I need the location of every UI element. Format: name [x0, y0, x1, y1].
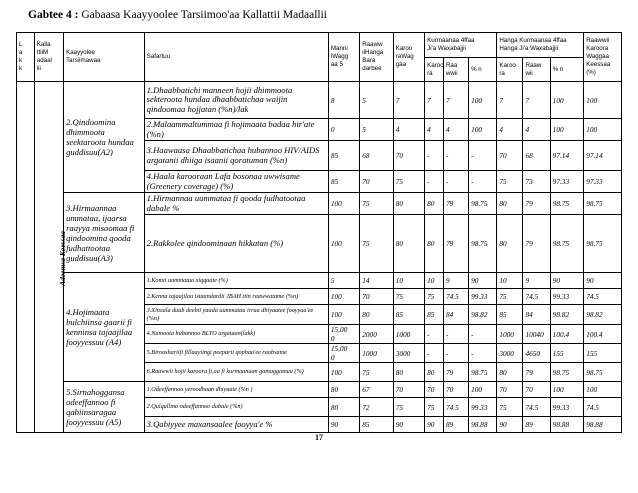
value-cell: 90 [550, 273, 584, 289]
value-cell: - [469, 171, 497, 193]
value-cell: 75 [360, 193, 393, 215]
measure-cell: 1.Odeeffannoo yeroodhaan dhiyaate (%n ) [144, 382, 328, 398]
objective-cell: 3.Hirmaannaa ummataa, ijaarsa raayya misoomaa fi qindoomina qooda fudhattootaa guddisuu(A3) [64, 193, 145, 273]
value-cell: 100 [584, 82, 622, 119]
measure-cell: 2.Qulqullina odeeffannoo dabale (%n) [144, 398, 328, 417]
value-cell: - [443, 325, 468, 344]
value-cell: 99.33 [550, 289, 584, 305]
value-cell: 99.33 [469, 398, 497, 417]
value-cell: 79 [443, 215, 468, 273]
value-cell: - [425, 344, 444, 363]
value-cell: 80 [393, 215, 424, 273]
value-cell: 84 [523, 305, 550, 325]
value-cell: 89 [523, 417, 550, 433]
value-cell: 98.82 [469, 305, 497, 325]
value-cell: 75 [360, 363, 393, 382]
value-cell: 5 [328, 273, 359, 289]
value-cell: 7 [497, 82, 523, 119]
value-cell: 70 [393, 141, 424, 171]
value-cell: 74.5 [443, 289, 468, 305]
value-cell: 73 [523, 171, 550, 193]
objective-cell: 2.Qindoomina dhimmoota seektaroota hundaa guddisuu(A2) [64, 82, 145, 193]
value-cell: 98.75 [469, 363, 497, 382]
subheader-percent: % n [550, 58, 584, 82]
value-cell: 9 [523, 273, 550, 289]
value-cell: 100 [584, 382, 622, 398]
value-cell: 10 [497, 273, 523, 289]
value-cell: 79 [523, 193, 550, 215]
value-cell: 98.75 [469, 215, 497, 273]
value-cell: 74.5 [523, 289, 550, 305]
value-cell: 90 [584, 273, 622, 289]
value-cell: 97.14 [550, 141, 584, 171]
value-cell: 90 [497, 417, 523, 433]
value-cell: 98.75 [584, 193, 622, 215]
table-row [17, 193, 622, 215]
value-cell: - [469, 325, 497, 344]
header-karoora-waggaa: Karoo raWag gaa [393, 33, 424, 82]
measure-cell: 2.Kenna tajaajilaa istaandardii JBAH tiin raawwatame (%n) [144, 289, 328, 305]
value-cell: 10040 [523, 325, 550, 344]
value-cell: 68 [523, 141, 550, 171]
measure-cell: 1.Hirmannaa uummataa fi qooda fudhatootaa dabale % [144, 193, 328, 215]
header-hanga-kurmaanaa: Hanga Kurmaanaa 4ffaa Hanga Ji'a Waxabajjii [497, 33, 584, 58]
value-cell: 75 [425, 289, 444, 305]
value-cell: 75 [360, 215, 393, 273]
measure-cell: 3.Haawaasa Dhaabbatichaa hubannoo HIV/AIDS argatanii dhiiga isaanii qoratuman (%n) [144, 141, 328, 171]
table-row [17, 82, 622, 119]
value-cell: 75 [393, 289, 424, 305]
measure-cell: 6.Raawwii hojii karoora fi,aa fi kurmaanaan gamaggamuu (%) [144, 363, 328, 382]
value-cell: 79 [443, 363, 468, 382]
value-cell: 98.75 [550, 215, 584, 273]
table-body [17, 82, 622, 433]
value-cell: 3000 [393, 344, 424, 363]
table-caption [28, 9, 327, 21]
value-cell: 100 [328, 289, 359, 305]
objective-cell: 5.Sirnahoggansa odeeffannoo fi qabiinsaragaa fooyyessuu (A5) [64, 382, 145, 433]
value-cell: 4650 [523, 344, 550, 363]
value-cell: 80 [497, 215, 523, 273]
value-cell: - [443, 171, 468, 193]
value-cell: 97.33 [550, 171, 584, 193]
caption-prefix: Gabtee 4 : [28, 9, 79, 21]
value-cell: - [469, 344, 497, 363]
measure-cell: 4.Namoota hubannoo BLTO argataan(lakk) [144, 325, 328, 344]
value-cell: 85 [360, 417, 393, 433]
value-cell: 155 [584, 344, 622, 363]
subheader-karoora: Karoo ra [425, 58, 444, 82]
value-cell: 75 [497, 171, 523, 193]
header-raawwii-waggaa: Raawwii Karoora Waggaa Keessaa (%) [584, 33, 622, 82]
adeemsa-keessaa-cell [34, 82, 67, 433]
value-cell: 74.5 [443, 398, 468, 417]
value-cell: 79 [523, 363, 550, 382]
value-cell: 79 [523, 215, 550, 273]
value-cell: 75 [425, 398, 444, 417]
header-lakk: L a k k [17, 33, 35, 82]
value-cell: 1000 [393, 325, 424, 344]
value-cell: 10 [425, 273, 444, 289]
value-cell: 98.82 [584, 305, 622, 325]
value-cell: - [443, 344, 468, 363]
value-cell: 14 [360, 273, 393, 289]
adeemsa-keessaa-label: Adeemsa Keessaa [57, 231, 67, 286]
value-cell: 67 [360, 382, 393, 398]
value-cell: 75 [393, 398, 424, 417]
measure-cell: 2.Rakkolee qindoominaan hikkatan (%) [144, 215, 328, 273]
value-cell: 98.75 [550, 193, 584, 215]
header-safartuu: Safartuu [144, 33, 328, 82]
value-cell: 100 [328, 363, 359, 382]
value-cell: 80 [328, 382, 359, 398]
value-cell: 80 [425, 363, 444, 382]
value-cell: 155 [550, 344, 584, 363]
report-table [16, 32, 622, 433]
value-cell: 80 [393, 193, 424, 215]
value-cell: 80 [328, 398, 359, 417]
objective-cell: 4.Hojimaata bulchiinsa gaarii fi kenninsa tajaajilaa fooyyessuu (A4) [64, 273, 145, 382]
value-cell: 75 [497, 289, 523, 305]
value-cell: 90 [425, 417, 444, 433]
value-cell: 90 [328, 417, 359, 433]
value-cell: 4 [425, 119, 444, 141]
value-cell: 75 [497, 398, 523, 417]
value-cell: 4 [393, 119, 424, 141]
measure-cell: 2.Malaammaltummaa fi hojimaata badaa hir'ate (%n) [144, 119, 328, 141]
value-cell: 100 [328, 193, 359, 215]
value-cell: 98.75 [584, 215, 622, 273]
value-cell: 98.75 [550, 363, 584, 382]
value-cell: 100 [328, 305, 359, 325]
value-cell: 98.75 [469, 193, 497, 215]
caption-title: Gabaasa Kaayyoolee Tarsiimoo'aa Kallattii Madaallii [81, 9, 327, 21]
value-cell: 75 [393, 171, 424, 193]
value-cell: 85 [393, 305, 424, 325]
value-cell: 8 [328, 82, 359, 119]
value-cell: 98.88 [584, 417, 622, 433]
measure-cell: 3.Xinxala duub deebii yaada uummataa irraa dhiyaatee fooyyaa'ee (%n) [144, 305, 328, 325]
value-cell: 100 [328, 215, 359, 273]
value-cell: 5 [360, 119, 393, 141]
page-number: 17 [315, 433, 323, 442]
value-cell: - [425, 141, 444, 171]
value-cell: 0 [328, 119, 359, 141]
subheader-raawwii: Raaw wii [523, 58, 550, 82]
value-cell: 9 [443, 273, 468, 289]
value-cell: 100 [550, 82, 584, 119]
header-kurmaanaa: Kurmaanaa 4ffaa Ji'a Waxabajjii [425, 33, 497, 58]
header-raawwii-bara-darbee: Raaww iiHanga Bara darbee [360, 33, 393, 82]
value-cell: - [443, 141, 468, 171]
header-kallattii: Kalla ttiiM adaal lii [34, 33, 63, 82]
value-cell: 70 [425, 382, 444, 398]
measure-cell: 4.Haala karooraan Lafa bosonaa uwwisame (Greenery coverage) (%) [144, 171, 328, 193]
value-cell: 97.33 [584, 171, 622, 193]
value-cell: 80 [393, 363, 424, 382]
value-cell: 7 [443, 82, 468, 119]
value-cell: 7 [393, 82, 424, 119]
value-cell: 68 [360, 141, 393, 171]
value-cell: 4 [497, 119, 523, 141]
value-cell: 98.88 [469, 417, 497, 433]
value-cell: 100 [469, 82, 497, 119]
value-cell: 99.33 [550, 398, 584, 417]
lakk-column [17, 82, 35, 433]
table-row [17, 273, 622, 289]
value-cell: - [469, 141, 497, 171]
value-cell: 84 [443, 305, 468, 325]
value-cell: 90 [393, 417, 424, 433]
value-cell: 3000 [497, 344, 523, 363]
value-cell: 100 [550, 382, 584, 398]
value-cell: 74.5 [584, 289, 622, 305]
subheader-raawwii: Raa wwii [443, 58, 468, 82]
value-cell: 89 [443, 417, 468, 433]
value-cell: 70 [497, 382, 523, 398]
value-cell: 70 [497, 141, 523, 171]
value-cell: 4 [523, 119, 550, 141]
value-cell: 90 [469, 273, 497, 289]
value-cell: 80 [425, 215, 444, 273]
value-cell: 80 [360, 305, 393, 325]
value-cell: 70 [443, 382, 468, 398]
measure-cell: 1.Dhaabbatichi manneen hojii dhimmoota sekteroota hundaa dhaabbatichaa waijin qindoomaa hojjatan (%n)/lak [144, 82, 328, 119]
table-row [17, 382, 622, 398]
value-cell: 100 [550, 119, 584, 141]
value-cell: 7 [523, 82, 550, 119]
value-cell: 1000 [497, 325, 523, 344]
value-cell: 74.5 [584, 398, 622, 417]
value-cell: 1000 [360, 344, 393, 363]
value-cell: 80 [425, 193, 444, 215]
value-cell: 70 [360, 171, 393, 193]
value-cell: 15,00 0 [328, 325, 359, 344]
value-cell: 7 [425, 82, 444, 119]
value-cell: 85 [328, 171, 359, 193]
value-cell: 4 [443, 119, 468, 141]
value-cell: 100 [469, 119, 497, 141]
value-cell: 100 [469, 382, 497, 398]
value-cell: 70 [360, 289, 393, 305]
value-cell: 99.33 [469, 289, 497, 305]
value-cell: 85 [497, 305, 523, 325]
header-kaayyolee: Kaayyolee Tarsiimawaa [64, 33, 145, 82]
value-cell: 70 [393, 382, 424, 398]
value-cell: 70 [523, 382, 550, 398]
subheader-percent: % n [469, 58, 497, 82]
measure-cell: 3.Qabiyyee maxansaalee fooyya'e % [144, 417, 328, 433]
value-cell: 98.88 [550, 417, 584, 433]
value-cell: 98.75 [584, 363, 622, 382]
value-cell: 97.14 [584, 141, 622, 171]
value-cell: 80 [497, 363, 523, 382]
value-cell: 15,00 0 [328, 344, 359, 363]
value-cell: 100 [584, 119, 622, 141]
measure-cell: 5.Birooshariifi fillaayiingi peeparii qophaa'ee raabsame [144, 344, 328, 363]
value-cell: 100.4 [550, 325, 584, 344]
subheader-karoora: Karoo ra [497, 58, 523, 82]
value-cell: 79 [443, 193, 468, 215]
value-cell: - [425, 325, 444, 344]
value-cell: 5 [360, 82, 393, 119]
value-cell: 10 [393, 273, 424, 289]
value-cell: 2000 [360, 325, 393, 344]
value-cell: 100.4 [584, 325, 622, 344]
header-manni: Manni iWagg aa 5 [328, 33, 359, 82]
value-cell: 85 [328, 141, 359, 171]
value-cell: 72 [360, 398, 393, 417]
measure-cell: 1.Komii uummataa xiqqaate (%) [144, 273, 328, 289]
value-cell: 98.82 [550, 305, 584, 325]
value-cell: - [425, 171, 444, 193]
value-cell: 85 [425, 305, 444, 325]
value-cell: 80 [497, 193, 523, 215]
value-cell: 74.5 [523, 398, 550, 417]
